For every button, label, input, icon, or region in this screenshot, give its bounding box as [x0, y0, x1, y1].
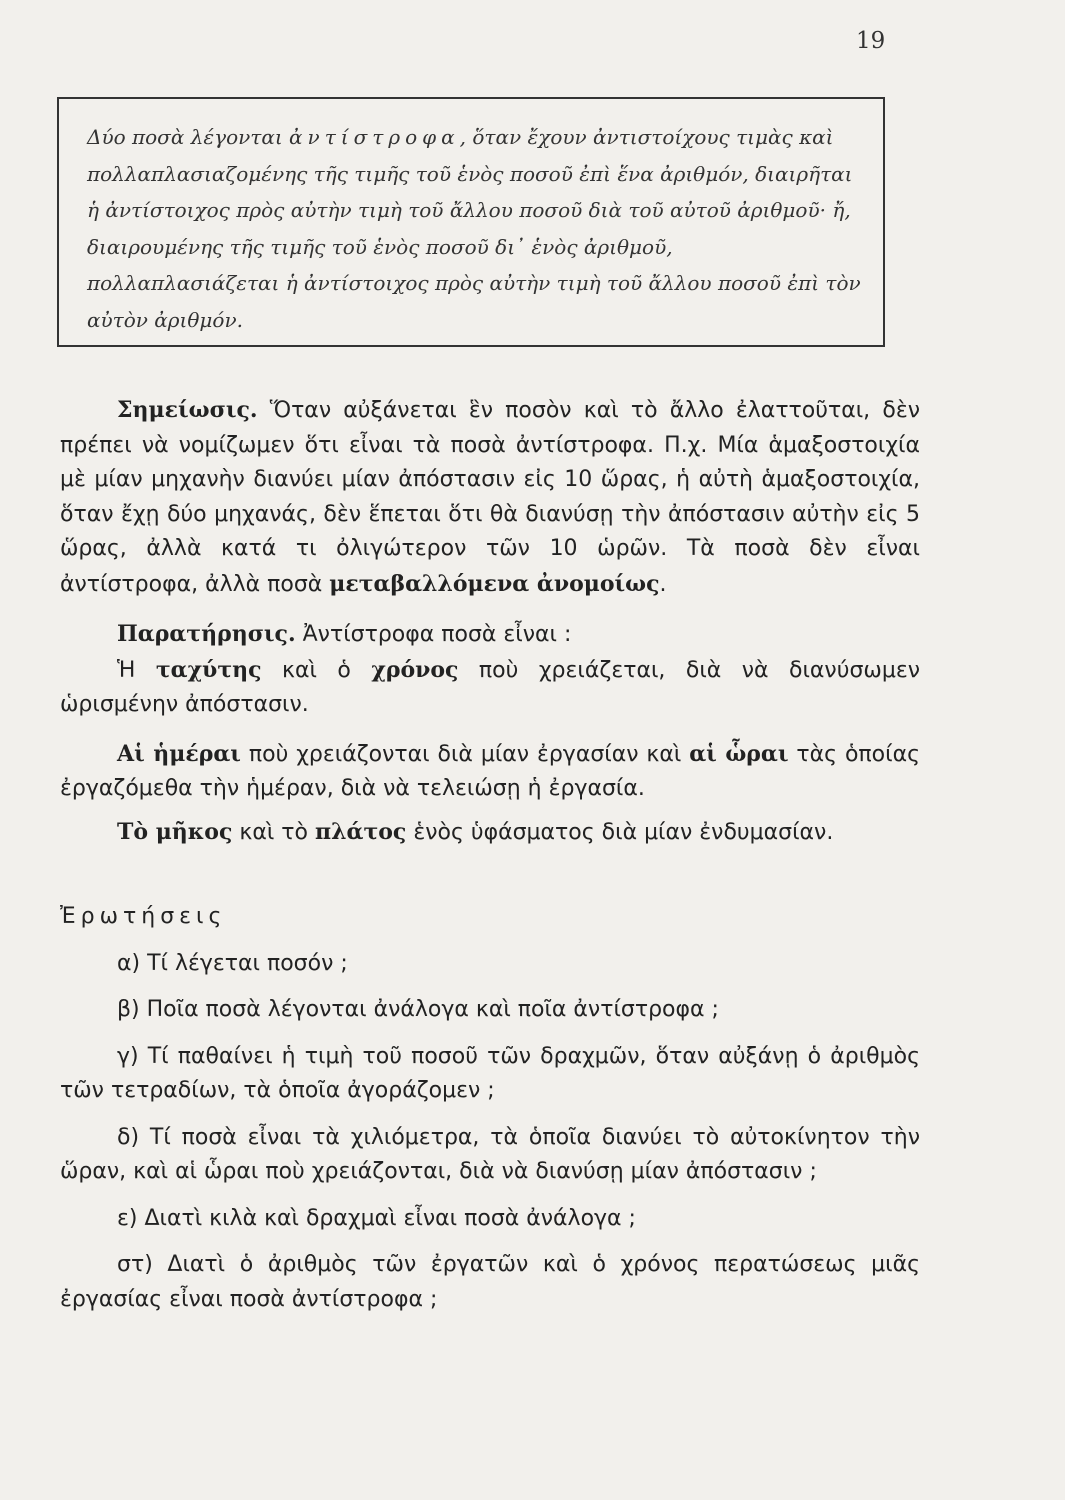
definition-box: [57, 97, 885, 347]
example-mid: ποὺ χρειάζονται διὰ μίαν ἐργασίαν καὶ: [240, 741, 690, 767]
example-mid: καὶ τὸ: [232, 819, 315, 845]
note-text-b: .: [659, 571, 667, 597]
observation-example: [60, 737, 920, 807]
note-paragraph: [60, 393, 920, 602]
observation-paragraph: [60, 617, 920, 653]
main-content: [60, 393, 920, 1317]
definition-rest: , ὅταν ἔχουν ἀντιστοίχους τιμὰς καὶ πολλαπλασιαζομένης τῆς τιμῆς τοῦ ἑνὸς ποσοῦ ἐπὶ ἕνα ἀριθμόν, διαιρῆται ἡ ἀντίστοιχος πρὸς αὐτὴν τιμὴ τοῦ ἄλλου ποσοῦ διὰ τοῦ αὐτοῦ ἀριθμοῦ· ἤ, διαιρουμένης τῆς τιμῆς τοῦ ἑνὸς ποσοῦ δι᾽ ἑνὸς ἀριθμοῦ, πολλαπλασιάζεται ἡ ἀντίστοιχος πρὸς αὐτὴν τιμὴ τοῦ ἄλλου ποσοῦ ἐπὶ τὸν αὐτὸν ἀριθμόν.: [87, 125, 861, 332]
note-text-a: Ὅταν αὐξάνεται ἓν ποσὸν καὶ τὸ ἄλλο ἐλαττοῦται, δὲν πρέπει νὰ νομίζωμεν ὅτι εἶναι τὰ ποσὰ ἀντίστροφα. Π.χ. Μία ἁμαξοστοιχία μὲ μίαν μηχανὴν διανύει μίαν ἀπόστασιν εἰς 10 ὥρας, ἡ αὐτὴ ἁμαξοστοιχία, ὅταν ἔχῃ δύο μηχανάς, δὲν ἕπεται ὅτι θὰ διανύσῃ τὴν ἀπόστασιν αὐτὴν εἰς 5 ὥρας, ἀλλὰ κατά τι ὀλιγώτερον τῶν 10 ὡρῶν. Τὰ ποσὰ δὲν εἶναι ἀντίστροφα, ἀλλὰ ποσὰ: [60, 398, 920, 597]
observation-example: [60, 653, 920, 723]
example-term: Τὸ μῆκος: [117, 818, 233, 845]
question-item: α) Τί λέγεται ποσόν ;: [117, 950, 348, 976]
example-term: χρόνος: [371, 656, 459, 683]
example-post: ἑνὸς ὑφάσματος διὰ μίαν ἐνδυμασίαν.: [406, 819, 834, 845]
note-emphasis: μεταβαλλόμενα ἀνομοίως: [329, 570, 660, 597]
question-item: γ) Τί παθαίνει ἡ τιμὴ τοῦ ποσοῦ τῶν δραχμῶν, ὅταν αὐξάνῃ ὁ ἀριθμὸς τῶν τετραδίων, τὰ ὁποῖα ἀγοράζομεν ;: [60, 1043, 920, 1103]
page-number: 19: [856, 28, 886, 54]
question-item: β) Ποῖα ποσὰ λέγονται ἀνάλογα καὶ ποῖα ἀντίστροφα ;: [117, 997, 719, 1022]
definition-term: ἀντίστροφα: [289, 125, 460, 149]
note-label: Σημείωσις.: [117, 397, 258, 423]
example-term: πλάτος: [314, 818, 407, 845]
example-mid: καὶ ὁ: [261, 657, 372, 683]
definition-lead: Δύο ποσὰ λέγονται: [87, 125, 290, 149]
questions-heading: Ἐρωτήσεις: [60, 904, 227, 929]
question-item: δ) Τί ποσὰ εἶναι τὰ χιλιόμετρα, τὰ ὁποῖα διανύει τὸ αὐτοκίνητον τὴν ὥραν, καὶ αἱ ὧραι ποὺ χρειάζονται, διὰ νὰ διανύσῃ μίαν ἀπόστασιν ;: [60, 1124, 920, 1184]
observation-label: Παρατήρησις.: [117, 621, 296, 647]
example-post: τὰς ὁποίας ἐργαζόμεθα τὴν ἡμέραν, διὰ νὰ τελειώσῃ ἡ ἐργασία.: [60, 741, 920, 801]
example-term: Αἱ ἡμέραι: [117, 740, 241, 767]
example-term: αἱ ὧραι: [689, 740, 789, 767]
observation-text: Ἀντίστροφα ποσὰ εἶναι :: [295, 622, 572, 647]
definition-text: [87, 119, 865, 338]
question-item: ε) Διατὶ κιλὰ καὶ δραχμαὶ εἶναι ποσὰ ἀνάλογα ;: [117, 1205, 636, 1231]
example-post: ποὺ χρειάζεται, διὰ νὰ διανύσωμεν ὡρισμένην ἀπόστασιν.: [60, 657, 920, 717]
example-term: ταχύτης: [155, 656, 262, 683]
question-item: στ) Διατὶ ὁ ἀριθμὸς τῶν ἐργατῶν καὶ ὁ χρόνος περατώσεως μιᾶς ἐργασίας εἶναι ποσὰ ἀντίστροφα ;: [60, 1252, 920, 1312]
observation-example: [60, 815, 920, 851]
example-pre: Ἡ: [117, 657, 156, 683]
